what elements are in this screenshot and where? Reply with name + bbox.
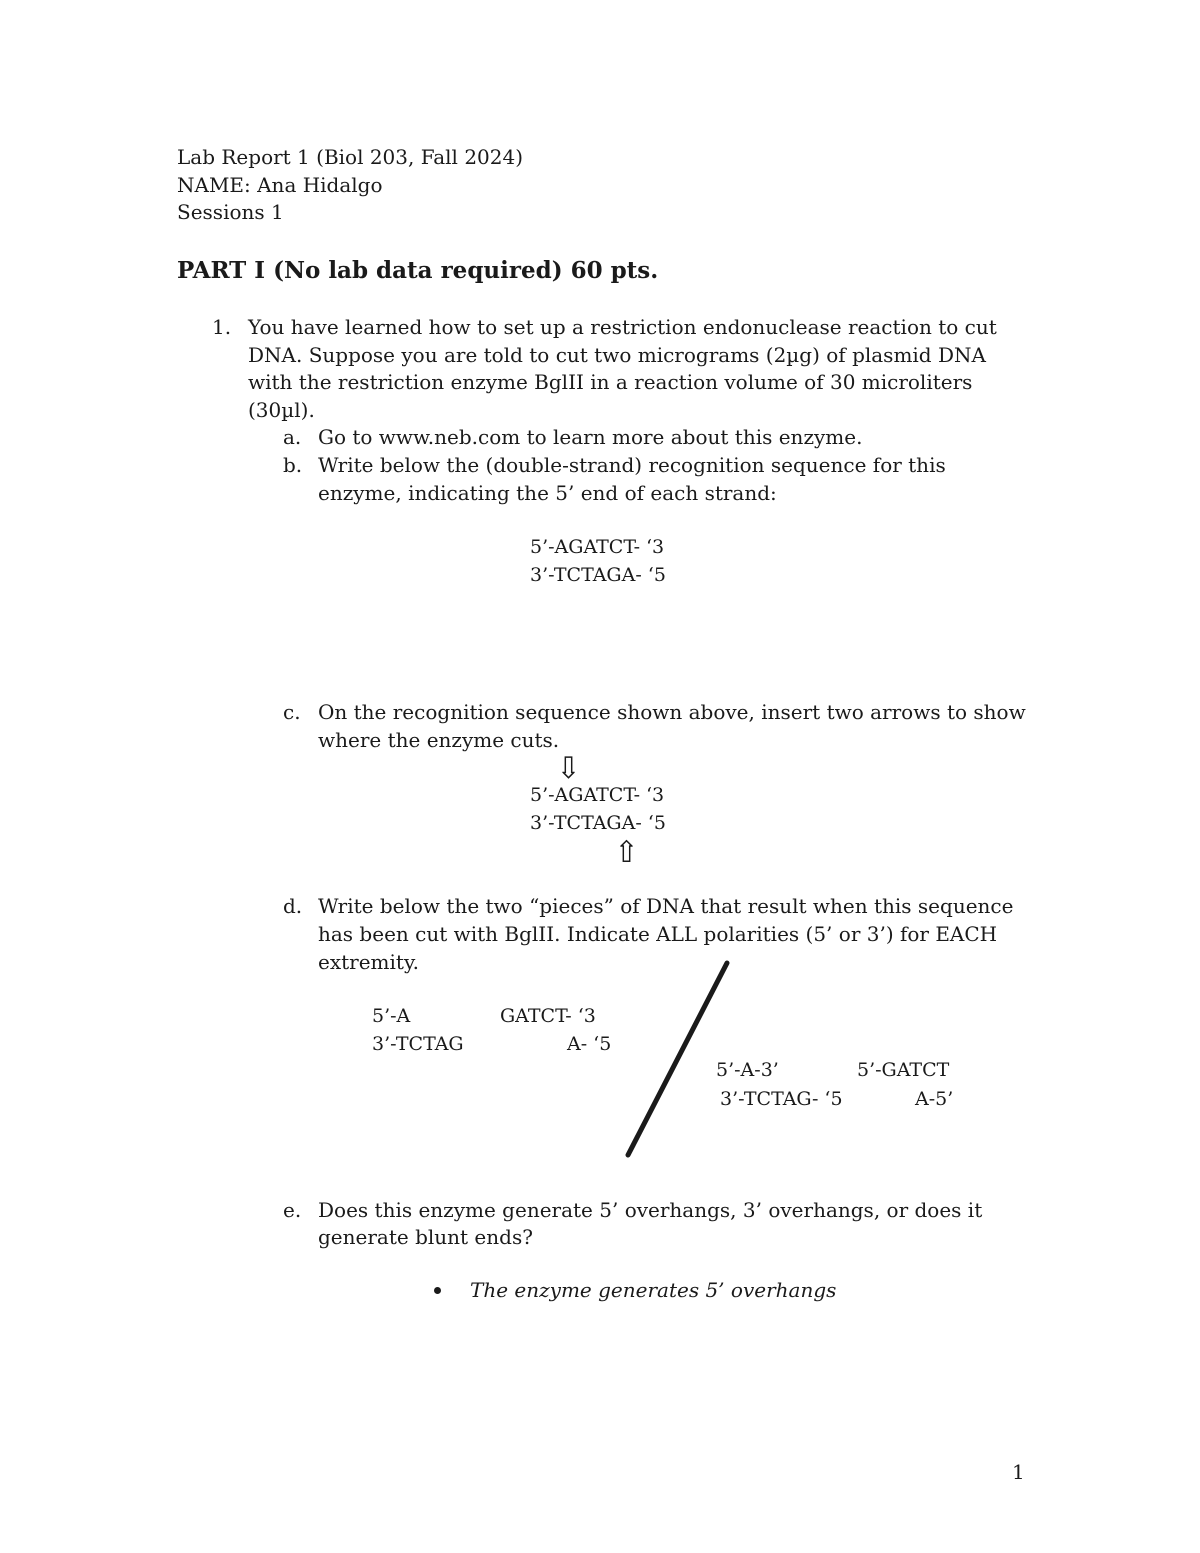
subquestion-letter: d. [283, 894, 303, 918]
subquestion-b-text: Write below the (double-strand) recognition sequence for this [318, 453, 946, 477]
part-title: PART I (No lab data required) 60 pts. [177, 257, 659, 284]
answer-e-text: The enzyme generates 5’ overhangs [470, 1278, 837, 1302]
fragment-left-top-a: 5’-A [372, 1005, 411, 1027]
subquestion-e-text: Does this enzyme generate 5’ overhangs, 3’ overhangs, or does it [318, 1198, 983, 1222]
subquestion-letter: b. [283, 453, 303, 477]
cut-arrow-up-icon: ⇧ [614, 835, 640, 870]
bullet-icon [434, 1287, 441, 1294]
fragment-left-bottom-a: 3’-TCTAG [372, 1033, 464, 1055]
fragment-left-bottom-b: A- ‘5 [567, 1033, 612, 1055]
question-line: You have learned how to set up a restriction endonuclease reaction to cut [248, 315, 997, 339]
fragment-left-top-b: GATCT- ‘3 [500, 1005, 596, 1027]
student-name: NAME: Ana Hidalgo [177, 173, 383, 197]
subquestion-b-text: enzyme, indicating the 5’ end of each strand: [318, 481, 777, 505]
report-title: Lab Report 1 (Biol 203, Fall 2024) [177, 145, 524, 169]
subquestion-d-text: has been cut with BglII. Indicate ALL polarities (5’ or 3’) for EACH [318, 922, 998, 946]
subquestion-e-text: generate blunt ends? [318, 1225, 533, 1249]
cut-sequence-bottom: 3’-TCTAGA- ‘5 [530, 812, 666, 834]
divider-slash-line [628, 963, 727, 1155]
subquestion-letter: a. [283, 425, 302, 449]
recognition-sequence-bottom: 3’-TCTAGA- ‘5 [530, 564, 666, 586]
subquestion-letter: e. [283, 1198, 302, 1222]
question-line: (30µl). [248, 398, 315, 422]
sessions-label: Sessions 1 [177, 200, 284, 224]
cut-arrow-down-icon: ⇩ [556, 751, 582, 786]
subquestion-d-text: Write below the two “pieces” of DNA that result when this sequence [318, 894, 1014, 918]
cut-sequence-top: 5’-AGATCT- ‘3 [530, 784, 665, 806]
question-line: with the restriction enzyme BglII in a reaction volume of 30 microliters [248, 370, 973, 394]
fragment-right-bottom-b: A-5’ [915, 1088, 954, 1110]
fragment-right-top-a: 5’-A-3’ [716, 1059, 779, 1081]
subquestion-a-text: Go to www.neb.com to learn more about this enzyme. [318, 425, 863, 449]
fragment-right-top-b: 5’-GATCT [857, 1059, 950, 1081]
page-number: 1 [1012, 1460, 1025, 1484]
question-line: DNA. Suppose you are told to cut two micrograms (2µg) of plasmid DNA [248, 343, 986, 367]
subquestion-c-text: where the enzyme cuts. [318, 728, 560, 752]
question-number: 1. [212, 315, 232, 339]
fragment-right-bottom-a: 3’-TCTAG- ‘5 [720, 1088, 843, 1110]
subquestion-c-text: On the recognition sequence shown above, insert two arrows to show [318, 700, 1026, 724]
recognition-sequence-top: 5’-AGATCT- ‘3 [530, 536, 665, 558]
subquestion-letter: c. [283, 700, 301, 724]
subquestion-d-text: extremity. [318, 950, 419, 974]
